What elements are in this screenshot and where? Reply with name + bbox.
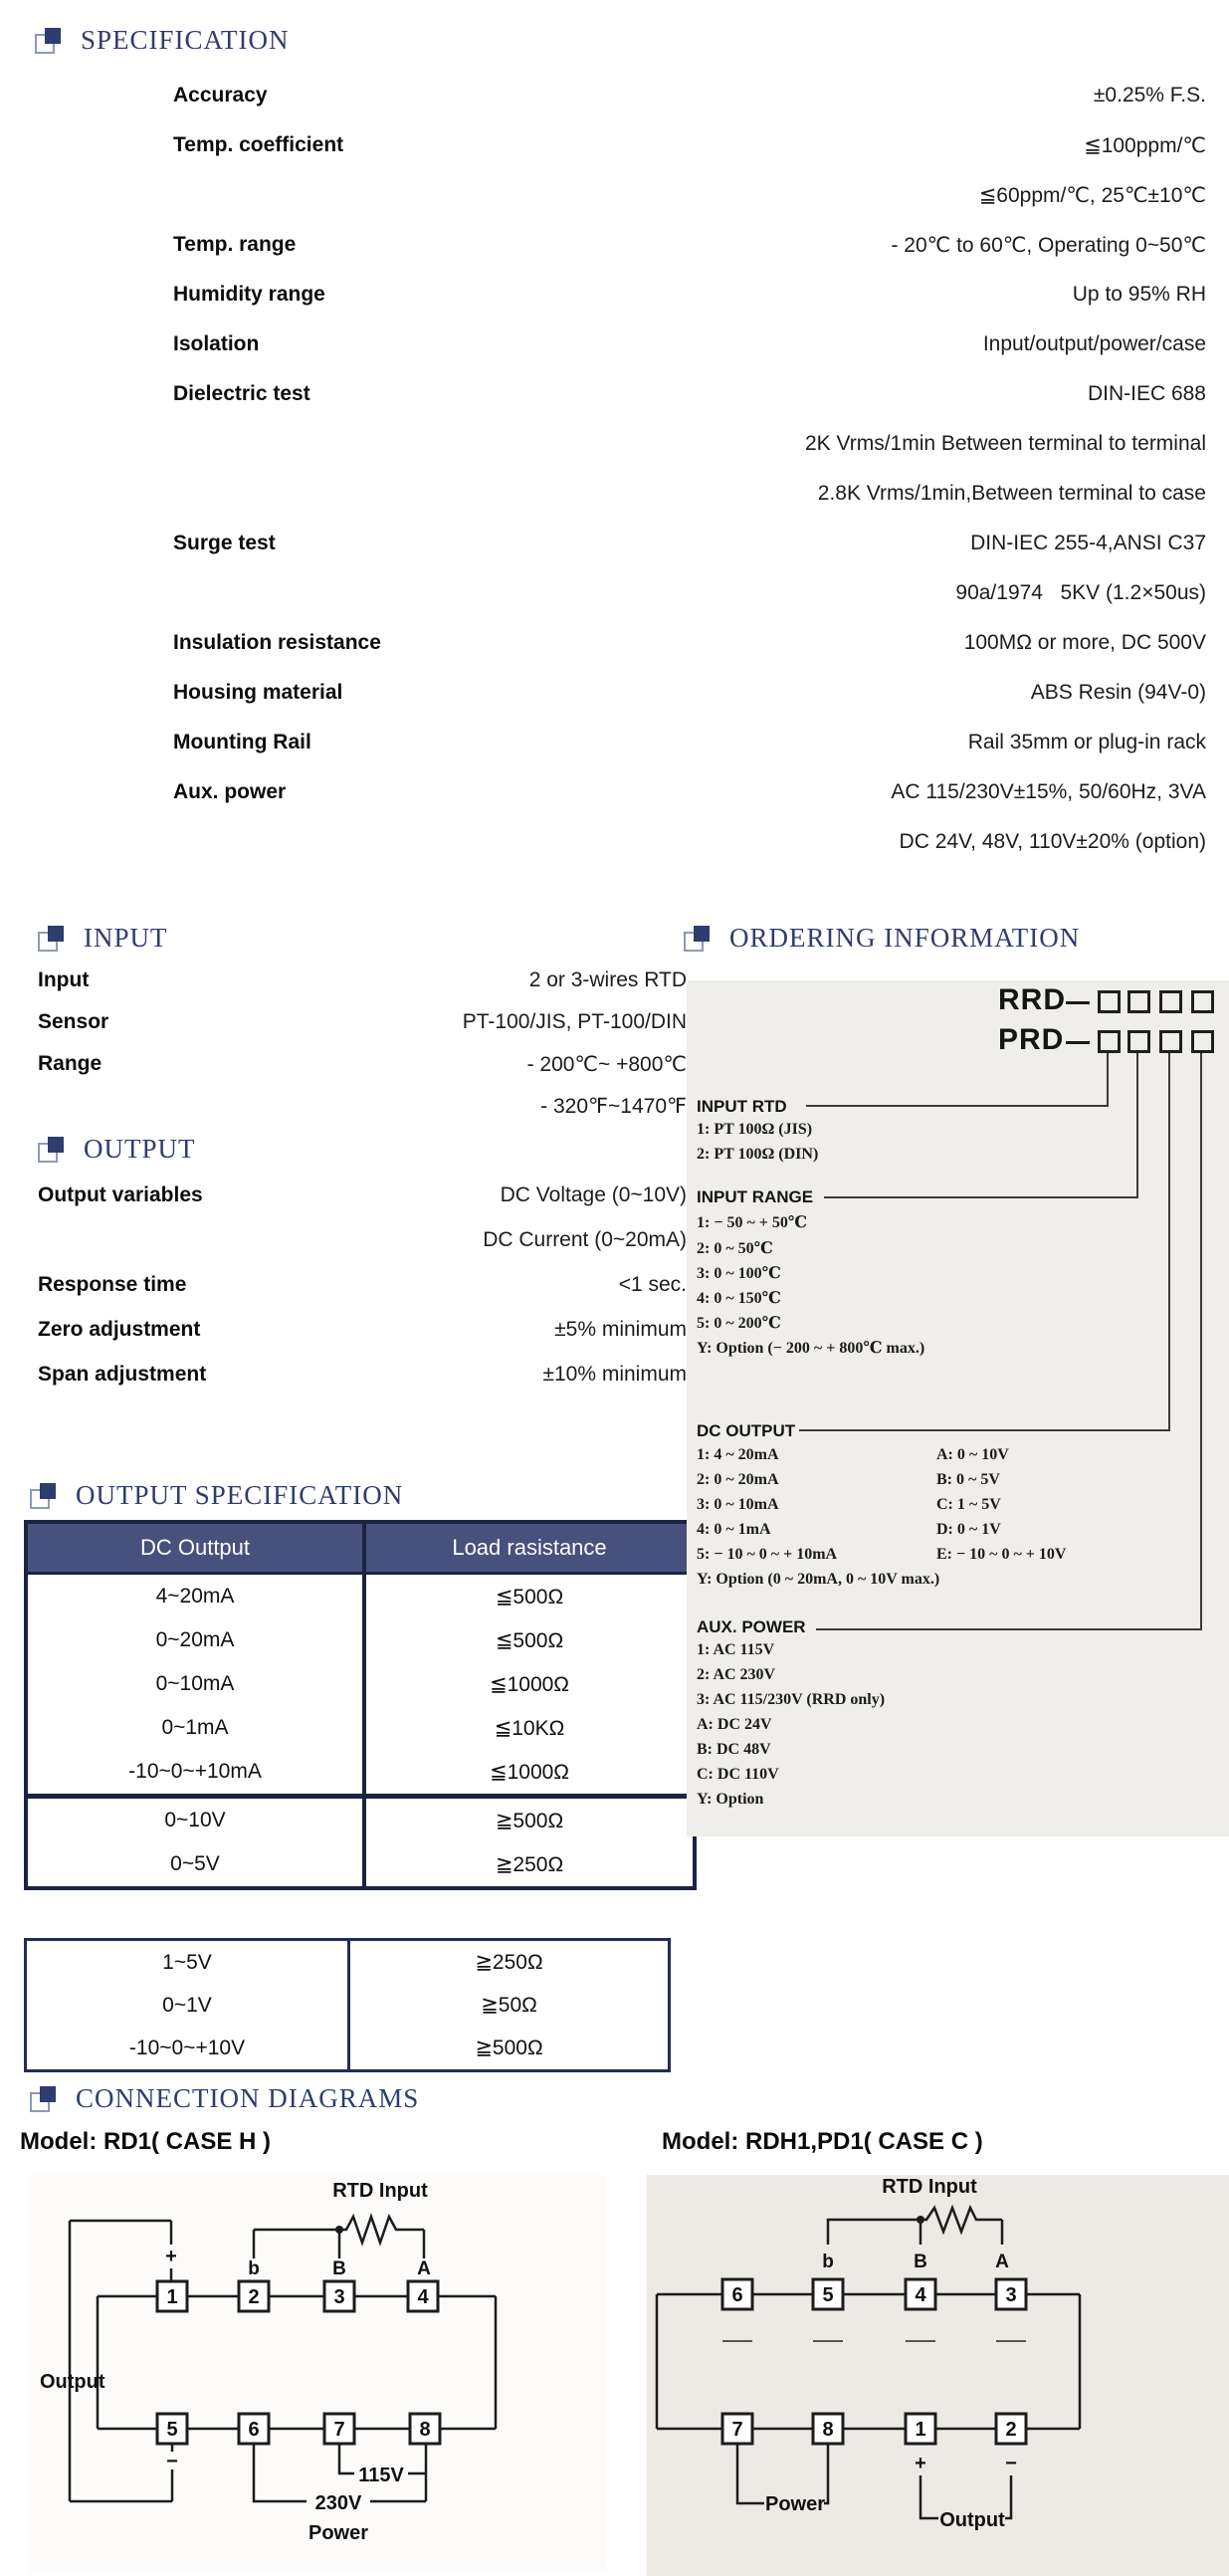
ordering-header <box>684 922 1080 954</box>
output-row: Response time <1 sec. <box>38 1272 687 1296</box>
ordering-option: 4: 0 ~ 1mA <box>697 1521 771 1538</box>
column-header: Load rasistance <box>452 1535 607 1560</box>
output-spec-table <box>24 1520 697 1890</box>
wire-label-b: b <box>248 2258 260 2279</box>
terminal-number: 5 <box>166 2419 178 2441</box>
terminal-number: 6 <box>248 2419 260 2441</box>
ordering-option: B: DC 48V <box>697 1741 771 1758</box>
plus-label: + <box>915 2453 926 2474</box>
table-row: 0~1mA ≦10KΩ <box>28 1706 693 1750</box>
output-label: Output <box>40 2371 105 2393</box>
ordering-option: 1: AC 115V <box>697 1641 775 1658</box>
terminal-number: 4 <box>417 2286 429 2308</box>
group-title-aux-power: AUX. POWER <box>697 1617 806 1636</box>
code-digit-box <box>1191 990 1214 1013</box>
input-row: Range - 200℃~ +800℃ <box>38 1052 687 1076</box>
ordering-option: A: DC 24V <box>697 1716 772 1733</box>
section-title: CONNECTION DIAGRAMS <box>76 2082 420 2113</box>
terminal-number: 1 <box>166 2286 178 2308</box>
spec-row: Housing material ABS Resin (94V-0) <box>173 681 1206 704</box>
code-digit-box <box>1127 1030 1150 1053</box>
spec-row: 90a/1974 5KV (1.2×50us) <box>955 581 1206 604</box>
wire-label-A: A <box>995 2252 1009 2272</box>
section-title: INPUT <box>84 922 168 953</box>
specification-header <box>35 24 290 56</box>
section-bullet-icon <box>684 925 711 952</box>
output-spec-header <box>30 1479 403 1511</box>
spec-row: Isolation Input/output/power/case <box>173 332 1206 355</box>
spec-row: Surge test DIN-IEC 255-4,ANSI C37 <box>173 532 1206 554</box>
wire-label-A: A <box>417 2258 431 2279</box>
model-label-left: Model: RD1( CASE H ) <box>20 2128 271 2155</box>
ordering-option: Y: Option (0 ~ 20mA, 0 ~ 10V max.) <box>697 1571 940 1588</box>
code-digit-box <box>1159 990 1182 1013</box>
output-row: Span adjustment ±10% minimum <box>38 1362 687 1386</box>
group-title-input-rtd: INPUT RTD <box>697 1097 787 1116</box>
code-digit-box <box>1098 990 1121 1013</box>
terminal-number: 8 <box>419 2419 431 2441</box>
output-row: Zero adjustment ±5% minimum <box>38 1317 687 1341</box>
ordering-option: 5: 0 ~ 200℃ <box>697 1315 781 1332</box>
ordering-option: 5: − 10 ~ 0 ~ + 10mA <box>697 1546 838 1563</box>
wire-label-b: b <box>822 2252 834 2272</box>
section-title: SPECIFICATION <box>81 24 290 55</box>
spec-row: ≦60ppm/℃, 25℃±10℃ <box>978 183 1206 207</box>
terminal-number: 7 <box>333 2419 345 2441</box>
table-row: 4~20mA ≦500Ω <box>28 1575 693 1618</box>
table-row: 0~5V ≧250Ω <box>28 1842 693 1886</box>
diagram-background <box>647 2175 1229 2576</box>
power-label: Power <box>764 2493 826 2515</box>
input-row: Input 2 or 3-wires RTD <box>38 968 687 991</box>
terminal-number: 2 <box>1005 2419 1017 2441</box>
terminal-number: 4 <box>915 2284 926 2306</box>
spec-row: Mounting Rail Rail 35mm or plug-in rack <box>173 731 1206 753</box>
ordering-code-panel <box>687 980 1229 1836</box>
spec-row: Aux. power AC 115/230V±15%, 50/60Hz, 3VA <box>173 780 1206 803</box>
spec-row: Insulation resistance 100MΩ or more, DC 500V <box>173 631 1206 654</box>
section-bullet-icon <box>38 1136 65 1163</box>
spec-row: Temp. range - 20℃ to 60℃, Operating 0~50℃ <box>173 233 1206 257</box>
load-resistance-table-2 <box>24 1938 671 2072</box>
section-title: OUTPUT <box>84 1133 196 1164</box>
table-row: 0~10V ≧500Ω <box>28 1794 693 1842</box>
ordering-option: 2: 0 ~ 20mA <box>697 1471 779 1488</box>
rtd-input-label: RTD Input <box>882 2176 977 2198</box>
terminal-number: 1 <box>915 2419 926 2441</box>
section-bullet-icon <box>30 1482 57 1509</box>
ordering-option: Y: Option <box>697 1791 764 1808</box>
connection-header <box>30 2082 419 2114</box>
input-rows <box>0 960 689 1127</box>
table-row: -10~0~+10mA ≦1000Ω <box>28 1750 693 1794</box>
model-label-right: Model: RDH1,PD1( CASE C ) <box>662 2128 983 2155</box>
wire-label-B: B <box>332 2258 346 2279</box>
spec-row: Temp. coefficient ≦100ppm/℃ <box>173 133 1206 157</box>
input-row: Sensor PT-100/JIS, PT-100/DIN <box>38 1010 687 1033</box>
group-title-input-range: INPUT RANGE <box>697 1187 814 1206</box>
terminal-number: 2 <box>248 2286 260 2308</box>
voltage-115-label: 115V <box>358 2465 404 2486</box>
spec-row: 2K Vrms/1min Between terminal to terminal <box>804 432 1206 455</box>
table-row: 0~20mA ≦500Ω <box>28 1618 693 1662</box>
ordering-option: 3: 0 ~ 10mA <box>697 1496 779 1513</box>
ordering-option: E: − 10 ~ 0 ~ + 10V <box>936 1546 1067 1563</box>
table-row: 1~5V ≧250Ω <box>27 1941 668 1984</box>
plus-label: + <box>165 2246 177 2267</box>
terminal-number: 3 <box>333 2286 345 2308</box>
spec-row: 2.8K Vrms/1min,Between terminal to case <box>817 482 1206 505</box>
output-row: DC Current (0~20mA) <box>483 1227 687 1251</box>
section-bullet-icon <box>38 925 65 952</box>
code-digit-box <box>1127 990 1150 1013</box>
output-header <box>38 1133 196 1165</box>
output-rows <box>0 1173 689 1396</box>
code-digit-box <box>1159 1030 1182 1053</box>
ordering-option: 1: − 50 ~ + 50℃ <box>697 1214 808 1231</box>
specification-rows <box>0 71 1229 867</box>
input-row: - 320℉~1470℉ <box>540 1094 687 1118</box>
ordering-option: B: 0 ~ 5V <box>936 1471 1000 1488</box>
code-dash <box>1066 1041 1090 1044</box>
section-bullet-icon <box>30 2085 57 2112</box>
output-row: Output variables DC Voltage (0~10V) <box>38 1182 687 1206</box>
table-row: 0~10mA ≦1000Ω <box>28 1662 693 1706</box>
wiring-diagram-rdh1-pd1 <box>647 2175 1229 2576</box>
rtd-input-label: RTD Input <box>332 2180 428 2202</box>
table-row: -10~0~+10V ≧500Ω <box>27 2027 668 2069</box>
wire-label-B: B <box>914 2252 927 2272</box>
ordering-option: 1: 4 ~ 20mA <box>697 1446 779 1463</box>
ordering-option: 3: AC 115/230V (RRD only) <box>697 1691 886 1708</box>
terminal-number: 3 <box>1005 2284 1017 2306</box>
ordering-option: C: 1 ~ 5V <box>936 1496 1001 1513</box>
ordering-option: 2: PT 100Ω (DIN) <box>697 1146 819 1163</box>
terminal-number: 7 <box>731 2419 743 2441</box>
spec-row: Accuracy ±0.25% F.S. <box>173 84 1206 107</box>
ordering-option: 2: 0 ~ 50℃ <box>697 1240 773 1257</box>
wiring-diagram-rd1 <box>30 2175 607 2573</box>
code-digit-box <box>1098 1030 1121 1053</box>
code-digit-box <box>1191 1030 1214 1053</box>
group-title-dc-output: DC OUTPUT <box>697 1421 796 1440</box>
model-code-rrd: RRD <box>998 983 1066 1016</box>
table-row: 0~1V ≧50Ω <box>27 1984 668 2027</box>
table-header-row <box>28 1524 693 1575</box>
code-dash <box>1066 1001 1090 1004</box>
minus-label: − <box>166 2451 178 2472</box>
ordering-option: 1: PT 100Ω (JIS) <box>697 1121 813 1138</box>
section-title: ORDERING INFORMATION <box>729 922 1081 953</box>
power-label: Power <box>307 2522 369 2544</box>
ordering-option: 3: 0 ~ 100℃ <box>697 1265 781 1282</box>
ordering-option: A: 0 ~ 10V <box>936 1446 1009 1463</box>
terminal-number: 5 <box>822 2284 834 2306</box>
voltage-230-label: 230V <box>314 2492 362 2514</box>
output-label: Output <box>939 2509 1005 2531</box>
terminal-number: 6 <box>731 2284 743 2306</box>
ordering-option: 4: 0 ~ 150℃ <box>697 1290 781 1307</box>
ordering-option: D: 0 ~ 1V <box>936 1521 1001 1538</box>
ordering-option: 2: AC 230V <box>697 1666 776 1683</box>
spec-row: DC 24V, 48V, 110V±20% (option) <box>899 830 1206 853</box>
model-code-prd: PRD <box>998 1023 1065 1056</box>
column-header: DC Outtput <box>28 1524 366 1572</box>
ordering-option: Y: Option (− 200 ~ + 800℃ max.) <box>697 1340 925 1357</box>
spec-row: Dielectric test DIN-IEC 688 <box>173 382 1206 405</box>
minus-label: − <box>1005 2453 1017 2474</box>
terminal-number: 8 <box>822 2419 834 2441</box>
input-header <box>38 922 168 954</box>
ordering-option: C: DC 110V <box>697 1766 779 1783</box>
spec-row: Humidity range Up to 95% RH <box>173 283 1206 306</box>
section-bullet-icon <box>35 27 62 54</box>
section-title: OUTPUT SPECIFICATION <box>76 1479 404 1510</box>
